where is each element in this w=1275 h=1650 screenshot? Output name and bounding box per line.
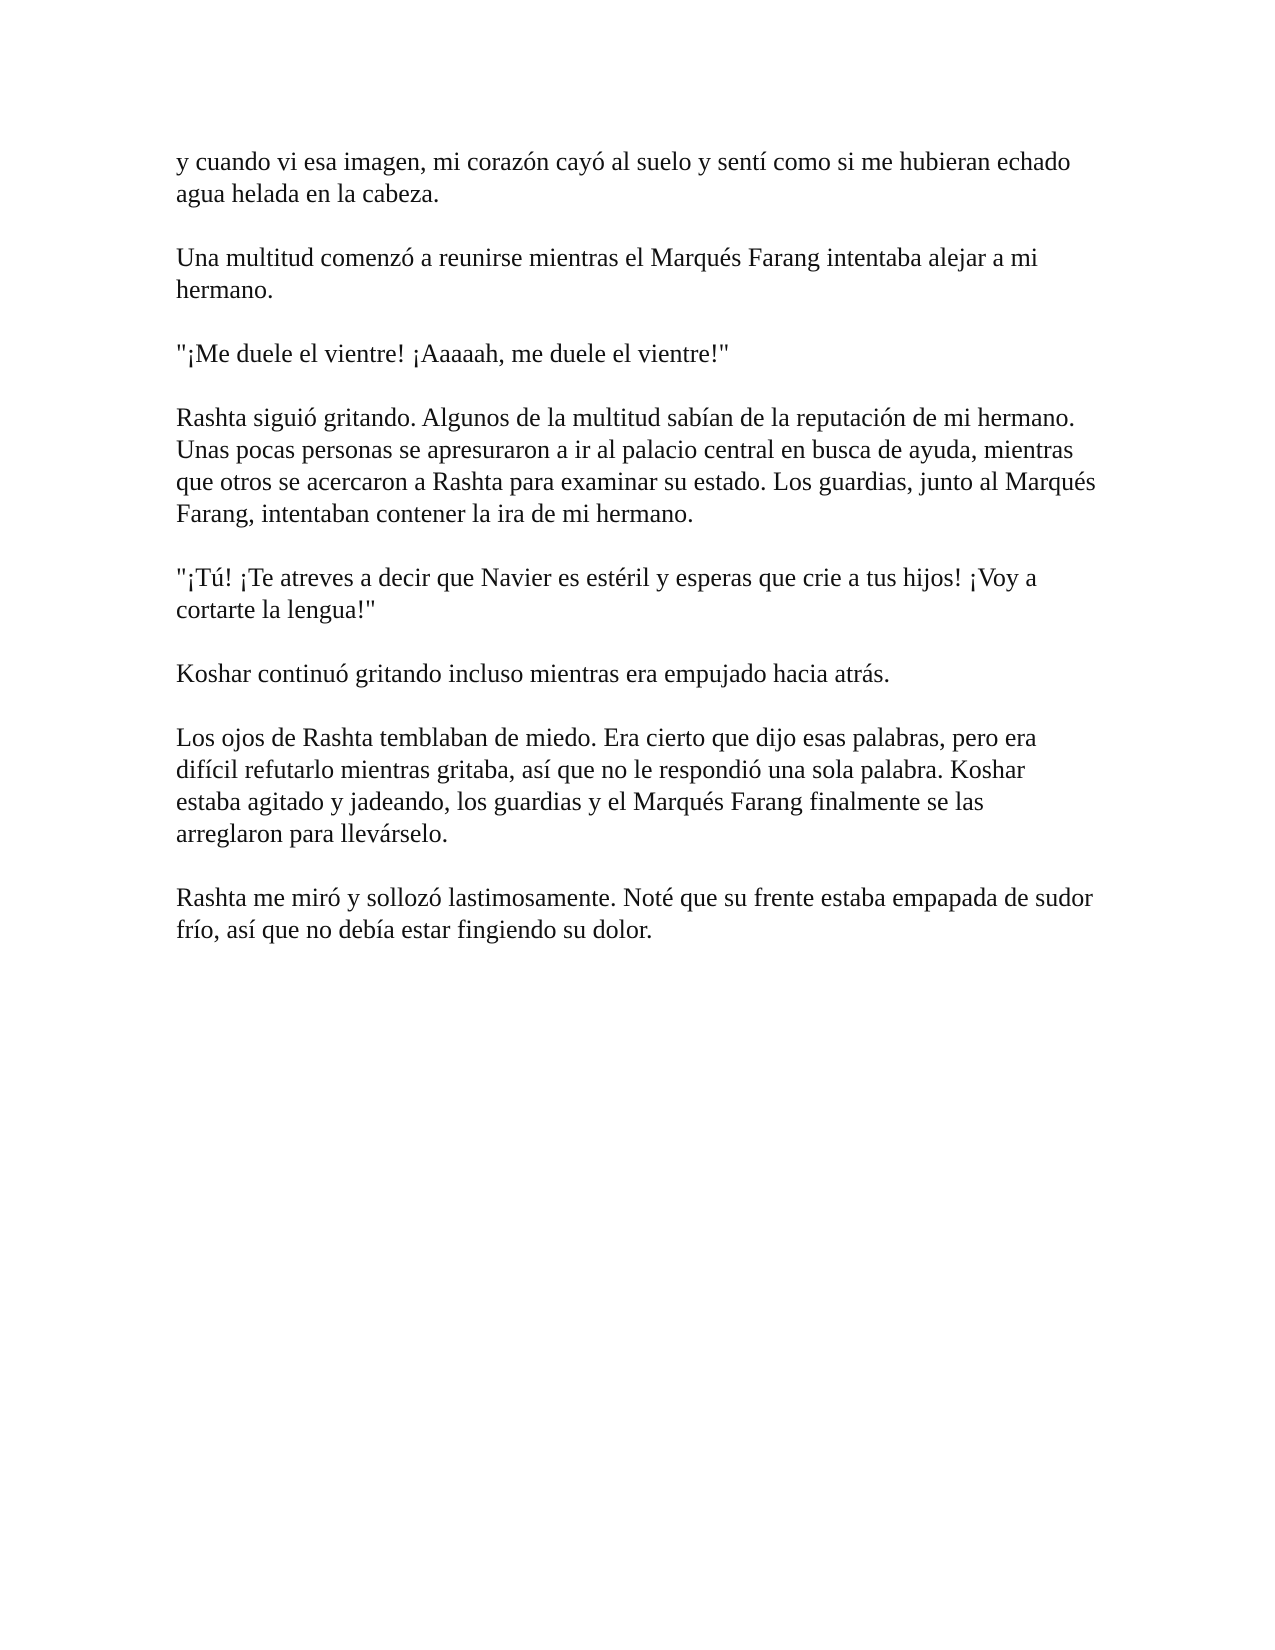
- paragraph: Los ojos de Rashta temblaban de miedo. Era cierto que dijo esas palabras, pero era difícil refutarlo mientras gritaba, así que no le respondió una sola palabra. Koshar estaba agitado y jadeando, los guardias y el Marqués Farang finalmente se las arreglaron para llevárselo.: [176, 723, 1037, 848]
- paragraph: "¡Me duele el vientre! ¡Aaaaah, me duele el vientre!": [176, 339, 730, 368]
- document-body: [176, 146, 1096, 978]
- paragraph: "¡Tú! ¡Te atreves a decir que Navier es estéril y esperas que crie a tus hijos! ¡Voy a cortarte la lengua!": [176, 563, 1037, 624]
- paragraph: Rashta siguió gritando. Algunos de la multitud sabían de la reputación de mi hermano. Unas pocas personas se apresuraron a ir al palacio central en busca de ayuda, mientras que otros se acercaron a Rashta para examinar su estado. Los guardias, junto al Marqués Farang, intentaban contener la ira de mi hermano.: [176, 403, 1096, 528]
- paragraph: Rashta me miró y sollozó lastimosamente. Noté que su frente estaba empapada de sudor frío, así que no debía estar fingiendo su dolor.: [176, 883, 1093, 944]
- paragraph: Una multitud comenzó a reunirse mientras el Marqués Farang intentaba alejar a mi hermano.: [176, 243, 1039, 304]
- paragraph: y cuando vi esa imagen, mi corazón cayó al suelo y sentí como si me hubieran echado agua helada en la cabeza.: [176, 147, 1071, 208]
- paragraph: Koshar continuó gritando incluso mientras era empujado hacia atrás.: [176, 659, 891, 688]
